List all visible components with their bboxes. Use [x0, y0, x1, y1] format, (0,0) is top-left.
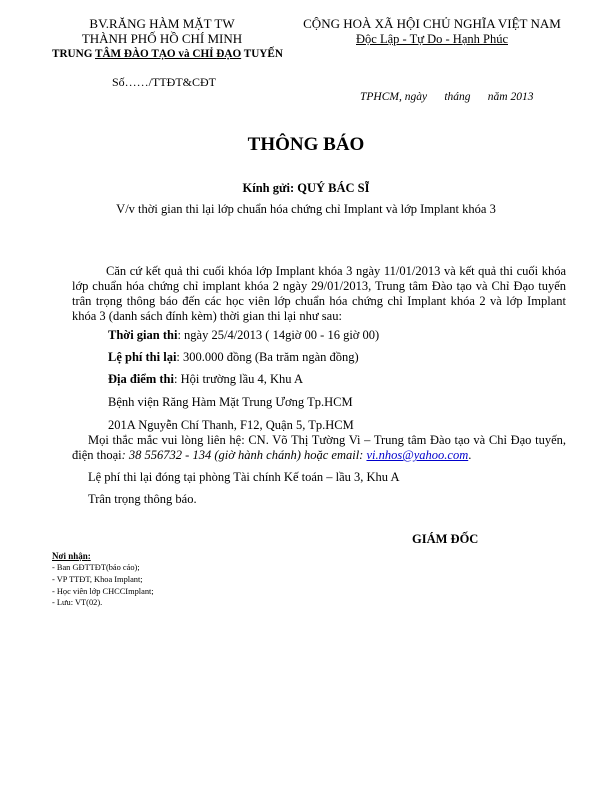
org-city: THÀNH PHỐ HỒ CHÍ MINH [81, 31, 243, 46]
exam-place-value: : Hội trường lầu 4, Khu A [173, 372, 303, 386]
exam-time-value: : ngày 25/4/2013 ( 14giờ 00 - 16 giờ 00) [177, 328, 380, 342]
contact-paragraph [72, 433, 566, 463]
recipient-line [0, 181, 612, 196]
contact-text: Mọi thắc mắc vui lòng liên hệ: CN. Võ Thị Tường Vi – Trung tâm Đào tạo và Chỉ Đạo tuyến, điện thoại [72, 433, 566, 462]
exam-fee [108, 350, 359, 365]
recipient-item: - Lưu: VT(02). [52, 598, 103, 607]
exam-time-label: Thời gian thi [108, 328, 178, 342]
recipients-heading [52, 551, 91, 561]
fee-note: Lệ phí thi lại đóng tại phòng Tài chính Kế toán – lầu 3, Khu A [88, 470, 400, 484]
intro-paragraph: Căn cứ kết quả thi cuối khóa lớp Implant khóa 3 ngày 11/01/2013 và kết quả thi cuối khóa lớp chuẩn hóa chứng chỉ implant khóa 2 ngày 29/01/2013, Trung tâm Đào tạo và Chỉ Đạo tuyến trân trọng thông báo đến các học viên lớp chuẩn hóa chứng chỉ Implant khóa 2 và lớp Implant khóa 3 (danh sách đính kèm) thời gian thi lại như sau: [72, 264, 566, 323]
recipient-value: QUÝ BÁC SĨ [297, 181, 370, 195]
exam-address: 201A Nguyễn Chí Thanh, F12, Quận 5, Tp.HCM [108, 418, 354, 432]
subject-line: V/v thời gian thi lại lớp chuẩn hóa chứng chỉ Implant và lớp Implant khóa 3 [116, 202, 496, 216]
recipient-label: Kính gửi: [242, 181, 298, 195]
document-number: Số……/TTĐT&CĐT [112, 75, 216, 89]
recipient-item: - Học viên lớp CHCCImplant; [52, 587, 154, 596]
national-title: CỘNG HOÀ XÃ HỘI CHỦ NGHĨA VIỆT NAM [303, 16, 561, 31]
department-name [52, 48, 332, 60]
national-motto [300, 32, 564, 47]
exam-place [108, 372, 303, 387]
department-name-part1: TRUNG [52, 48, 95, 60]
recipient-item: - Ban GĐTTĐT(báo cáo); [52, 563, 140, 572]
recipients-label: Nơi nhận [52, 551, 88, 561]
national-motto-text: Độc Lập - Tự Do - Hạnh Phúc [356, 32, 508, 46]
place-date [360, 91, 533, 103]
recipient-item: - VP TTĐT, Khoa Implant; [52, 575, 143, 584]
exam-time [108, 328, 379, 343]
place-date-text: TPHCM, ngày tháng năm 2013 [360, 91, 534, 103]
org-name: BV.RĂNG HÀM MẶT TW [89, 16, 235, 31]
exam-fee-value: : 300.000 đồng (Ba trăm ngàn đồng) [176, 350, 359, 364]
contact-email-link[interactable]: vi.nhos@yahoo.com [366, 448, 469, 462]
exam-place-label: Địa điểm thi [108, 372, 174, 386]
exam-hospital: Bệnh viện Răng Hàm Mặt Trung Ương Tp.HCM [108, 395, 353, 409]
recipients-label-suffix: : [87, 551, 91, 561]
department-name-part2: TÂM ĐÀO TẠO và CHỈ ĐẠO [95, 48, 242, 60]
contact-phone: : 38 556732 - 134 (giờ hành chánh) hoặc email: [121, 448, 367, 462]
closing-line: Trân trọng thông báo. [88, 492, 197, 506]
document-title: THÔNG BÁO [247, 134, 365, 155]
department-name-part3: TUYẾN [241, 48, 283, 60]
exam-fee-label: Lệ phí thi lại [108, 350, 177, 364]
contact-end: . [468, 448, 472, 462]
signature-title: GIÁM ĐỐC [412, 532, 479, 546]
